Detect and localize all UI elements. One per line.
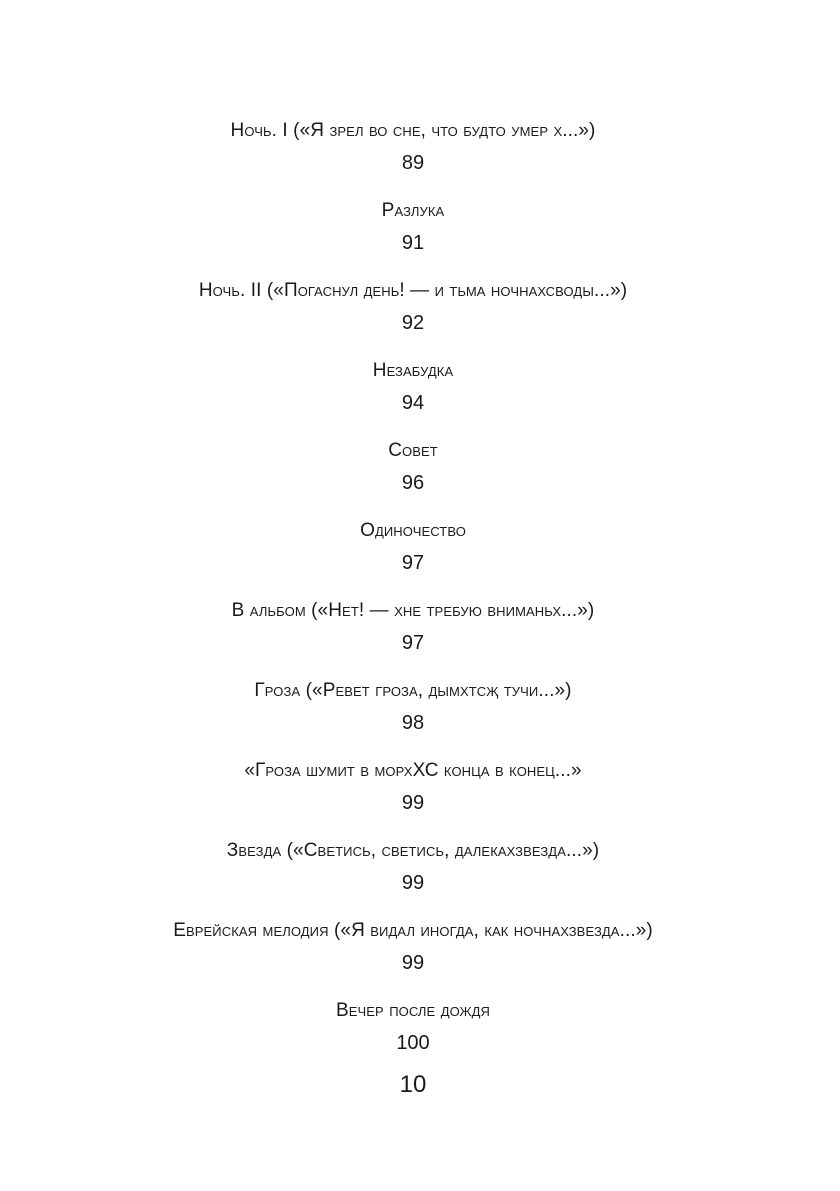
toc-entry-page: 98	[401, 712, 425, 734]
toc-entry	[0, 514, 826, 594]
toc-entry-title: В альбом («Нет! — хне требую вниманьх...»)	[231, 600, 595, 621]
toc-entry-title: Ночь. I («Я зрел во сне, что будто умер х...»)	[230, 120, 596, 141]
toc-entry	[0, 914, 826, 994]
toc-entry-page: 96	[401, 472, 425, 494]
toc-entry-page: 94	[401, 392, 425, 414]
toc-entry	[0, 754, 826, 834]
toc-entry-page: 97	[401, 632, 425, 654]
toc-entry-title: Вечер после дождя	[335, 1000, 491, 1021]
toc-entry	[0, 834, 826, 914]
toc-entry-title: «Гроза шумит в морхХС конца в конец...»	[244, 760, 582, 781]
table-of-contents	[0, 114, 826, 1074]
toc-entry	[0, 434, 826, 514]
toc-entry-page: 91	[401, 232, 425, 254]
toc-entry	[0, 994, 826, 1074]
toc-entry-title: Звезда («Светись, светись, далекахзвезда...»)	[226, 840, 600, 861]
toc-entry-page: 89	[401, 152, 425, 174]
toc-entry-title: Одиночество	[360, 520, 466, 541]
toc-entry-title: Ночь. II («Погаснул день! — и тьма ночнахсводы...»)	[198, 280, 628, 301]
toc-entry-title: Гроза («Ревет гроза, дымхтсҗ тучи...»)	[254, 680, 572, 701]
toc-entry	[0, 114, 826, 194]
toc-entry-page: 99	[401, 952, 425, 974]
toc-entry-page: 100	[396, 1032, 430, 1054]
toc-entry-title: Еврейская мелодия («Я видал иногда, как ночнахзвезда...»)	[173, 920, 653, 941]
toc-entry-page: 99	[401, 872, 425, 894]
toc-entry	[0, 594, 826, 674]
toc-entry	[0, 274, 826, 354]
toc-entry-title: Разлука	[381, 200, 445, 221]
toc-entry-page: 92	[401, 312, 425, 334]
toc-entry-title: Совет	[388, 440, 438, 461]
toc-entry-title: Незабудка	[372, 360, 454, 381]
toc-entry	[0, 674, 826, 754]
page-folio-number: 10	[399, 1071, 427, 1098]
toc-entry	[0, 194, 826, 274]
toc-entry-page: 97	[401, 552, 425, 574]
toc-entry-page: 99	[401, 792, 425, 814]
toc-entry	[0, 354, 826, 434]
